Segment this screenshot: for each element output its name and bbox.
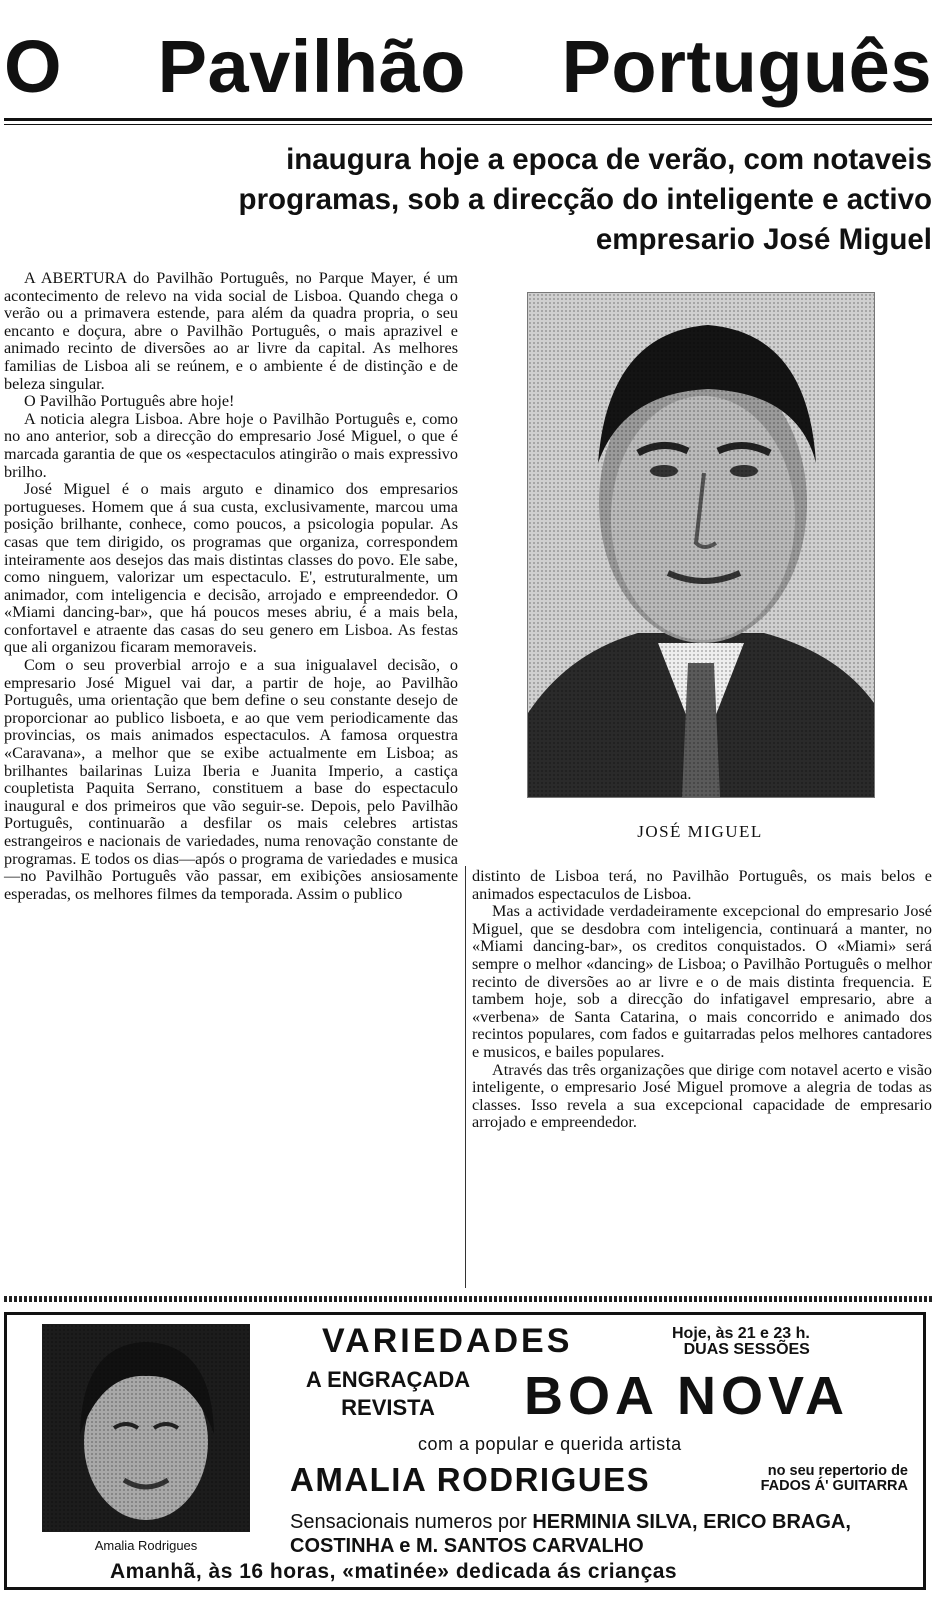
ad-show-name: BOA NOVA	[524, 1366, 850, 1426]
article-column-right	[472, 868, 932, 1132]
article-paragraph: Mas a actividade verdadeiramente excepcional do empresario José Miguel, que se desdobra com inteligencia, continuará a manter, no «Miami dancing-bar», os creditos conquistados. O «Miami» será sempre o melhor «dancing» de Lisboa; o Pavilhão Português o melhor recinto de diversões ao ar livre e o de mais distinta frequencia. E tambem hoje, sob a direcção do infatigavel empresario, abre a «verbena» de Santa Catarina, o mais concorrido e animado dos recintos populares, com fados e guitarradas pelos melhores cantadores e musicos, e bailes populares.	[472, 902, 932, 1061]
ad-repertoire-line2: FADOS Á' GUITARRA	[760, 1478, 908, 1494]
ad-repertoire-line1: no seu repertorio de	[767, 1463, 908, 1479]
article-paragraph: distinto de Lisboa terá, no Pavilhão Português, os mais belos e animados espectaculos de Lisboa.	[472, 867, 932, 903]
dotted-divider	[4, 1296, 932, 1302]
headline-rule	[4, 118, 932, 121]
ad-repertoire	[684, 1464, 908, 1494]
ad-sessions-time: Hoje, às 21 e 23 h.	[672, 1325, 810, 1342]
article-paragraph: José Miguel é o mais arguto e dinamico dos empresarios portugueses. Homem que á sua custa, exclusivamente, marcou uma posição brilhante, conhece, como poucos, a psicologia popular. As casas que tem dirigido, os programas que organiza, correspondem inteiramente aos desejos das mais distintas classes do povo. Ele sabe, como ninguem, valorizar um espectaculo. E', estruturalmente, um animador, com inteligencia e decisão, arrojado e empreendedor. O «Miami dancing-bar», que há poucos meses abriu, é a mais bela, confortavel e atraente das casas do seu genero em Lisboa. As festas que ali organizou ficaram memoraveis.	[4, 480, 458, 657]
ad-sessions-count: DUAS SESSÕES	[683, 1341, 810, 1358]
ad-photo-caption: Amalia Rodrigues	[94, 1538, 198, 1553]
ad-star-name: AMALIA RODRIGUES	[290, 1461, 651, 1498]
column-divider	[465, 866, 466, 1288]
article-paragraph: A ABERTURA do Pavilhão Português, no Parque Mayer, é um acontecimento de relevo na vida social de Lisboa. Quando chega o verão ou a primavera estende, para além da quadra propria, o seu encanto e doçura, abre o Pavilhão Português, o mais aprazivel e animado recinto de diversões ao ar livre da capital. As melhores familias de Lisboa ali se reúnem, e o ambiente é de distinção e de beleza singular.	[4, 269, 458, 393]
article-paragraph: Com o seu proverbial arrojo e a sua inigualavel decisão, o empresario José Miguel vai dar, a partir de hoje, ao Pavilhão Português, uma orientação que bem define o seu constante desejo de proporcionar ao publico lisboeta, e ao que vem periodicamente das provincias, os mais animados espectaculos. A famosa orquestra «Caravana», a melhor que se exibe actualmente em Lisboa; as brilhantes bailarinas Luiza Iberia e Juanita Imperio, a castiça coupletista Paquita Serrano, constituem a base do espectaculo inaugural e dos primeiros que vão seguir-se. Depois, pelo Pavilhão Português, continuarão a desfilar os mais celebres artistas estrangeiros e nacionais de variedades, numa renovação constante de programas. E todos os dias—após o programa de variedades e musica—no Pavilhão Português vão passar, em exibições ansiosamente esperadas, os melhores filmes da temporada. Assim o publico	[4, 656, 458, 903]
article-column-left	[4, 270, 458, 903]
article-paragraph: Através das três organizações que dirige com notavel acerto e visão inteligente, o empresario José Miguel promove a alegria de todas as classes. Isso revela a sua excepcional capacidade de empresario arrojado e empreendedor.	[472, 1060, 932, 1132]
portrait-photo-amalia-rodrigues	[42, 1324, 250, 1532]
photo-caption: JOSÉ MIGUEL	[637, 822, 763, 841]
ad-cast	[290, 1510, 910, 1558]
headline: O Pavilhão Português	[4, 25, 932, 108]
article-paragraph: O Pavilhão Português abre hoje!	[24, 392, 235, 411]
headline-rule-thin	[4, 124, 932, 125]
ad-title: VARIEDADES	[322, 1322, 573, 1360]
ad-subtitle: A ENGRAÇADA REVISTA	[305, 1367, 471, 1420]
ad-cast-lead: Sensacionais numeros por	[290, 1511, 527, 1533]
ad-sessions	[672, 1326, 810, 1358]
ad-cast-names: HERMINIA SILVA, ERICO BRAGA, COSTINHA e M. SANTOS CARVALHO	[290, 1511, 851, 1557]
article-paragraph: A noticia alegra Lisboa. Abre hoje o Pavilhão Português e, como no ano anterior, sob a direcção do empresario José Miguel, o que é marcada garantia de que os «espectaculos atingirão o mais expressivo brilho.	[4, 409, 458, 481]
ad-intro: com a popular e querida artista	[418, 1434, 682, 1454]
portrait-photo-jose-miguel	[527, 292, 875, 798]
ad-matinee: Amanhã, às 16 horas, «matinée» dedicada ás crianças	[110, 1560, 678, 1583]
subheadline: inaugura hoje a epoca de verão, com notaveis programas, sob a direcção do inteligente e activo empresario José Miguel	[238, 143, 932, 256]
